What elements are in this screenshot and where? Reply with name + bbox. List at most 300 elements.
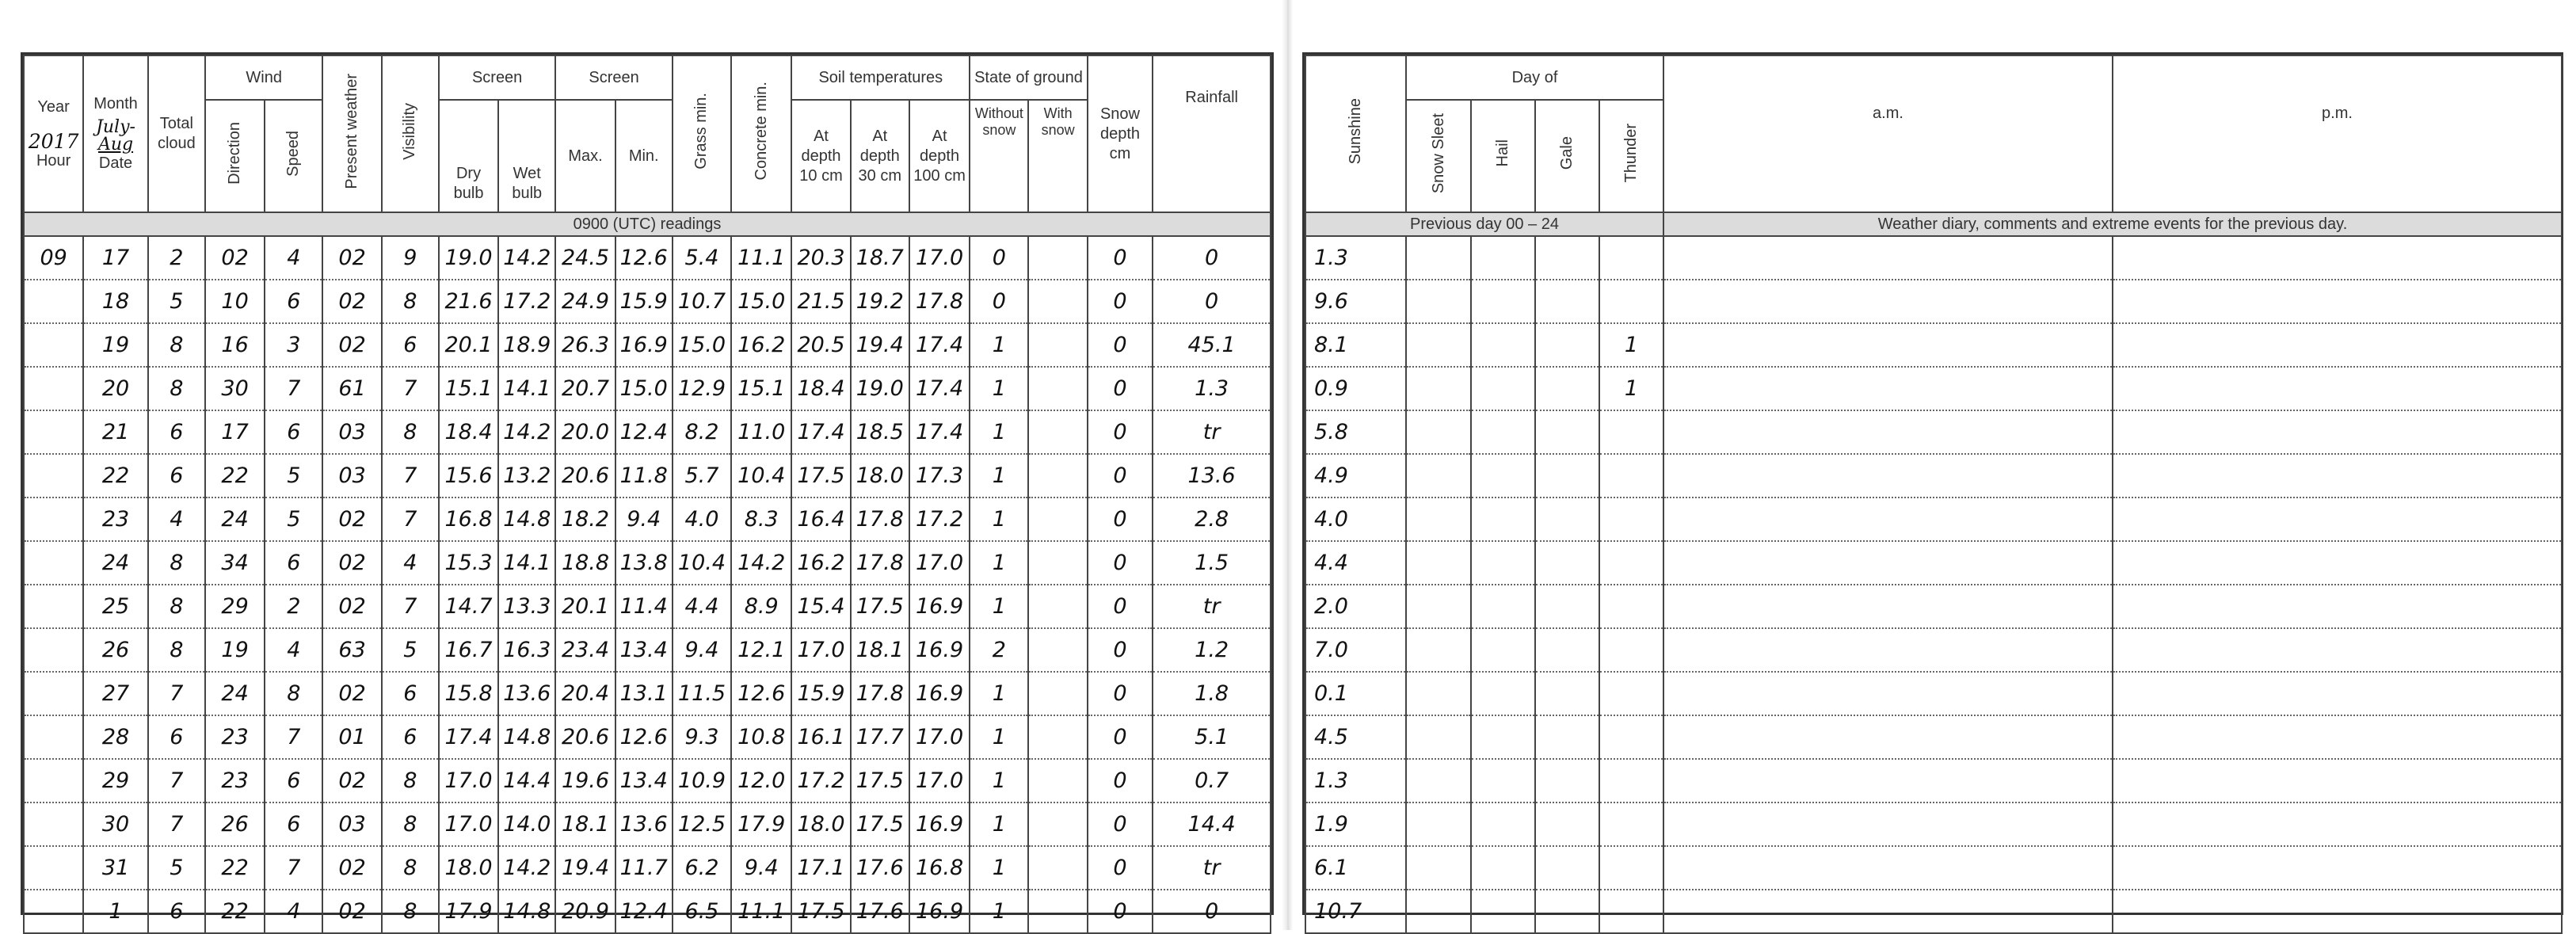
cell-with-snow — [1028, 497, 1087, 541]
cell-snow: 0 — [1088, 236, 1153, 280]
cell-thunder: 1 — [1599, 323, 1663, 367]
cell-d30: 18.1 — [851, 628, 909, 672]
cell-hour — [24, 846, 83, 890]
cell-thunder — [1599, 890, 1663, 933]
cell-sun: 1.9 — [1305, 802, 1406, 846]
cell-hour — [24, 454, 83, 497]
cell-d100: 17.8 — [909, 280, 970, 323]
cell-dry: 18.4 — [439, 410, 498, 454]
cell-with-snow — [1028, 585, 1087, 628]
cell-d30: 17.5 — [851, 585, 909, 628]
cell-without-snow: 1 — [970, 323, 1028, 367]
cell-sun: 4.5 — [1305, 715, 1406, 759]
cell-pm — [2113, 367, 2562, 410]
diary-row — [1305, 890, 2562, 933]
cell-dir: 19 — [205, 628, 265, 672]
cell-speed: 6 — [265, 280, 322, 323]
cell-hour — [24, 410, 83, 454]
cell-am — [1663, 454, 2113, 497]
cell-hour — [24, 759, 83, 802]
readings-row — [24, 323, 1271, 367]
cell-grass: 4.4 — [673, 585, 731, 628]
cell-wet: 14.2 — [498, 236, 555, 280]
cell-d10: 17.5 — [791, 454, 850, 497]
cell-max: 20.9 — [555, 890, 615, 933]
depth-30cm-header: At depth 30 cm — [851, 100, 909, 212]
cell-d100: 16.9 — [909, 802, 970, 846]
max-header: Max. — [555, 100, 615, 212]
cell-d100: 17.4 — [909, 323, 970, 367]
cell-d30: 19.2 — [851, 280, 909, 323]
cell-snow-sleet — [1406, 323, 1471, 367]
cell-snow: 0 — [1088, 890, 1153, 933]
diary-row — [1305, 280, 2562, 323]
cell-cloud: 8 — [148, 541, 205, 585]
cell-with-snow — [1028, 541, 1087, 585]
cell-dir: 10 — [205, 280, 265, 323]
thunder-header: Thunder — [1599, 100, 1663, 212]
cell-grass: 12.5 — [673, 802, 731, 846]
book-spine — [1282, 0, 1293, 930]
cell-date: 1 — [83, 890, 147, 933]
cell-cloud: 8 — [148, 585, 205, 628]
cell-d30: 18.7 — [851, 236, 909, 280]
cell-without-snow: 1 — [970, 410, 1028, 454]
snow-depth-header: Snow depth cm — [1088, 55, 1153, 212]
cell-with-snow — [1028, 802, 1087, 846]
cell-snow: 0 — [1088, 323, 1153, 367]
cell-snow: 0 — [1088, 497, 1153, 541]
cell-hour — [24, 323, 83, 367]
soil-temperatures-header: Soil temperatures — [791, 55, 970, 100]
cell-pm — [2113, 890, 2562, 933]
cell-wet: 16.3 — [498, 628, 555, 672]
cell-snow: 0 — [1088, 759, 1153, 802]
cell-concrete: 16.2 — [731, 323, 791, 367]
cell-date: 30 — [83, 802, 147, 846]
cell-vis: 6 — [382, 715, 439, 759]
cell-d30: 17.8 — [851, 541, 909, 585]
cell-dir: 24 — [205, 497, 265, 541]
cell-grass: 15.0 — [673, 323, 731, 367]
cell-d10: 21.5 — [791, 280, 850, 323]
cell-wet: 18.9 — [498, 323, 555, 367]
previous-day-band: Previous day 00 – 24 — [1305, 212, 1663, 236]
cell-d30: 17.8 — [851, 672, 909, 715]
cell-am — [1663, 846, 2113, 890]
cell-d10: 17.5 — [791, 890, 850, 933]
cell-min: 16.9 — [615, 323, 673, 367]
cell-sun: 8.1 — [1305, 323, 1406, 367]
cell-pw: 02 — [322, 236, 381, 280]
cell-d10: 17.0 — [791, 628, 850, 672]
hail-header: Hail — [1471, 100, 1535, 212]
cell-hail — [1471, 672, 1535, 715]
cell-gale — [1535, 454, 1599, 497]
cell-date: 24 — [83, 541, 147, 585]
cell-min: 15.9 — [615, 280, 673, 323]
cell-vis: 8 — [382, 802, 439, 846]
cell-d30: 19.4 — [851, 323, 909, 367]
cell-hail — [1471, 585, 1535, 628]
cell-without-snow: 1 — [970, 846, 1028, 890]
cell-speed: 5 — [265, 497, 322, 541]
cell-sun: 6.1 — [1305, 846, 1406, 890]
readings-row — [24, 410, 1271, 454]
cell-hour — [24, 890, 83, 933]
cell-hour: 09 — [24, 236, 83, 280]
cell-concrete: 15.1 — [731, 367, 791, 410]
cell-with-snow — [1028, 846, 1087, 890]
cell-hail — [1471, 323, 1535, 367]
cell-date: 31 — [83, 846, 147, 890]
cell-max: 20.4 — [555, 672, 615, 715]
cell-rain: 14.4 — [1153, 802, 1271, 846]
cell-max: 18.8 — [555, 541, 615, 585]
cell-d30: 17.7 — [851, 715, 909, 759]
cell-min: 12.6 — [615, 236, 673, 280]
cell-max: 20.0 — [555, 410, 615, 454]
cell-speed: 4 — [265, 628, 322, 672]
month-date-header: Month July- Aug Date — [83, 55, 147, 212]
cell-pm — [2113, 236, 2562, 280]
cell-with-snow — [1028, 454, 1087, 497]
cell-with-snow — [1028, 715, 1087, 759]
cell-am — [1663, 236, 2113, 280]
cell-vis: 7 — [382, 497, 439, 541]
cell-cloud: 7 — [148, 802, 205, 846]
cell-pw: 02 — [322, 323, 381, 367]
cell-max: 23.4 — [555, 628, 615, 672]
cell-d10: 18.4 — [791, 367, 850, 410]
readings-row — [24, 280, 1271, 323]
diary-row — [1305, 323, 2562, 367]
cell-gale — [1535, 802, 1599, 846]
cell-cloud: 8 — [148, 323, 205, 367]
cell-concrete: 12.6 — [731, 672, 791, 715]
cell-hour — [24, 672, 83, 715]
cell-d100: 16.9 — [909, 628, 970, 672]
cell-gale — [1535, 280, 1599, 323]
cell-d30: 19.0 — [851, 367, 909, 410]
cell-gale — [1535, 410, 1599, 454]
cell-hail — [1471, 454, 1535, 497]
cell-sun: 4.9 — [1305, 454, 1406, 497]
cell-snow-sleet — [1406, 759, 1471, 802]
cell-grass: 12.9 — [673, 367, 731, 410]
cell-dir: 24 — [205, 672, 265, 715]
cell-gale — [1535, 672, 1599, 715]
cell-dry: 15.3 — [439, 541, 498, 585]
cell-cloud: 8 — [148, 367, 205, 410]
diary-row — [1305, 236, 2562, 280]
cell-with-snow — [1028, 628, 1087, 672]
cell-d100: 16.9 — [909, 890, 970, 933]
cell-sun: 9.6 — [1305, 280, 1406, 323]
cell-pm — [2113, 410, 2562, 454]
cell-speed: 6 — [265, 759, 322, 802]
cell-rain: 0 — [1153, 280, 1271, 323]
am-header: a.m. — [1663, 55, 2113, 212]
cell-snow-sleet — [1406, 890, 1471, 933]
cell-with-snow — [1028, 672, 1087, 715]
diary-row — [1305, 497, 2562, 541]
cell-dir: 23 — [205, 715, 265, 759]
cell-wet: 14.0 — [498, 802, 555, 846]
cell-speed: 4 — [265, 890, 322, 933]
cell-am — [1663, 410, 2113, 454]
cell-concrete: 8.9 — [731, 585, 791, 628]
cell-thunder — [1599, 628, 1663, 672]
cell-pw: 63 — [322, 628, 381, 672]
cell-am — [1663, 541, 2113, 585]
cell-sun: 5.8 — [1305, 410, 1406, 454]
rainfall-header: Rainfall — [1153, 55, 1271, 212]
cell-pm — [2113, 846, 2562, 890]
cell-rain: 13.6 — [1153, 454, 1271, 497]
cell-date: 23 — [83, 497, 147, 541]
cell-date: 29 — [83, 759, 147, 802]
state-of-ground-header: State of ground — [970, 55, 1088, 100]
cell-sun: 0.9 — [1305, 367, 1406, 410]
cell-thunder: 1 — [1599, 367, 1663, 410]
cell-rain: tr — [1153, 585, 1271, 628]
cell-thunder — [1599, 410, 1663, 454]
cell-d10: 15.4 — [791, 585, 850, 628]
readings-row — [24, 846, 1271, 890]
cell-concrete: 11.0 — [731, 410, 791, 454]
cell-speed: 2 — [265, 585, 322, 628]
readings-band: 0900 (UTC) readings — [24, 212, 1271, 236]
cell-pw: 03 — [322, 410, 381, 454]
cell-without-snow: 1 — [970, 890, 1028, 933]
cell-cloud: 6 — [148, 890, 205, 933]
cell-hail — [1471, 236, 1535, 280]
cell-without-snow: 2 — [970, 628, 1028, 672]
cell-concrete: 14.2 — [731, 541, 791, 585]
cell-snow: 0 — [1088, 410, 1153, 454]
cell-hail — [1471, 890, 1535, 933]
cell-gale — [1535, 890, 1599, 933]
diary-row — [1305, 541, 2562, 585]
readings-row — [24, 672, 1271, 715]
cell-snow-sleet — [1406, 715, 1471, 759]
cell-thunder — [1599, 454, 1663, 497]
cell-snow-sleet — [1406, 410, 1471, 454]
cell-d30: 17.5 — [851, 759, 909, 802]
cell-d100: 16.9 — [909, 585, 970, 628]
cell-am — [1663, 715, 2113, 759]
cell-rain: 2.8 — [1153, 497, 1271, 541]
cell-d30: 17.6 — [851, 890, 909, 933]
cell-pw: 02 — [322, 497, 381, 541]
cell-wet: 13.2 — [498, 454, 555, 497]
sunshine-header: Sunshine — [1305, 55, 1406, 212]
cell-hour — [24, 367, 83, 410]
cell-date: 25 — [83, 585, 147, 628]
cell-wet: 14.2 — [498, 846, 555, 890]
cell-gale — [1535, 541, 1599, 585]
cell-thunder — [1599, 759, 1663, 802]
cell-snow-sleet — [1406, 236, 1471, 280]
readings-row — [24, 497, 1271, 541]
cell-sun: 4.4 — [1305, 541, 1406, 585]
cell-dir: 22 — [205, 846, 265, 890]
cell-thunder — [1599, 802, 1663, 846]
cell-concrete: 10.8 — [731, 715, 791, 759]
cell-pm — [2113, 759, 2562, 802]
cell-rain: 1.3 — [1153, 367, 1271, 410]
cell-max: 20.7 — [555, 367, 615, 410]
cell-vis: 8 — [382, 410, 439, 454]
cell-hail — [1471, 367, 1535, 410]
cell-snow-sleet — [1406, 367, 1471, 410]
diary-row — [1305, 585, 2562, 628]
diary-row — [1305, 628, 2562, 672]
cell-pm — [2113, 497, 2562, 541]
cell-date: 26 — [83, 628, 147, 672]
cell-pw: 03 — [322, 802, 381, 846]
cell-with-snow — [1028, 323, 1087, 367]
cell-d10: 20.3 — [791, 236, 850, 280]
cell-grass: 9.4 — [673, 628, 731, 672]
cell-dry: 15.8 — [439, 672, 498, 715]
cell-speed: 7 — [265, 846, 322, 890]
cell-concrete: 12.0 — [731, 759, 791, 802]
readings-row — [24, 367, 1271, 410]
cell-snow: 0 — [1088, 672, 1153, 715]
cell-grass: 5.4 — [673, 236, 731, 280]
cell-snow-sleet — [1406, 628, 1471, 672]
cell-d10: 18.0 — [791, 802, 850, 846]
readings-row — [24, 628, 1271, 672]
cell-snow-sleet — [1406, 541, 1471, 585]
cell-sun: 1.3 — [1305, 759, 1406, 802]
cell-min: 13.1 — [615, 672, 673, 715]
cell-max: 26.3 — [555, 323, 615, 367]
cell-vis: 5 — [382, 628, 439, 672]
cell-gale — [1535, 497, 1599, 541]
cell-without-snow: 1 — [970, 585, 1028, 628]
cell-speed: 6 — [265, 541, 322, 585]
cell-cloud: 5 — [148, 846, 205, 890]
cell-wet: 14.4 — [498, 759, 555, 802]
cell-cloud: 7 — [148, 759, 205, 802]
cell-pm — [2113, 323, 2562, 367]
cell-vis: 9 — [382, 236, 439, 280]
cell-vis: 8 — [382, 846, 439, 890]
cell-vis: 7 — [382, 585, 439, 628]
cell-pw: 02 — [322, 846, 381, 890]
diary-table — [1305, 55, 2563, 934]
cell-speed: 6 — [265, 410, 322, 454]
gale-header: Gale — [1535, 100, 1599, 212]
cell-rain: tr — [1153, 410, 1271, 454]
cell-snow-sleet — [1406, 280, 1471, 323]
cell-grass: 10.9 — [673, 759, 731, 802]
cell-pm — [2113, 585, 2562, 628]
cell-max: 20.1 — [555, 585, 615, 628]
cell-am — [1663, 323, 2113, 367]
cell-rain: 45.1 — [1153, 323, 1271, 367]
cell-d100: 17.2 — [909, 497, 970, 541]
cell-d10: 16.4 — [791, 497, 850, 541]
cell-cloud: 8 — [148, 628, 205, 672]
cell-pw: 02 — [322, 541, 381, 585]
cell-snow-sleet — [1406, 497, 1471, 541]
cell-vis: 8 — [382, 759, 439, 802]
cell-snow-sleet — [1406, 846, 1471, 890]
cell-am — [1663, 672, 2113, 715]
cell-date: 17 — [83, 236, 147, 280]
cell-vis: 6 — [382, 672, 439, 715]
pm-header: p.m. — [2113, 55, 2562, 212]
screen-maxmin-header: Screen — [555, 55, 672, 100]
cell-vis: 7 — [382, 454, 439, 497]
cell-cloud: 6 — [148, 410, 205, 454]
visibility-header: Visibility — [382, 55, 439, 212]
cell-dry: 15.6 — [439, 454, 498, 497]
cell-without-snow: 1 — [970, 367, 1028, 410]
cell-hail — [1471, 628, 1535, 672]
cell-min: 9.4 — [615, 497, 673, 541]
cell-speed: 7 — [265, 715, 322, 759]
cell-wet: 14.1 — [498, 367, 555, 410]
cell-dry: 20.1 — [439, 323, 498, 367]
cell-speed: 5 — [265, 454, 322, 497]
cell-dir: 34 — [205, 541, 265, 585]
cell-min: 13.4 — [615, 759, 673, 802]
cell-speed: 4 — [265, 236, 322, 280]
cell-dir: 26 — [205, 802, 265, 846]
cell-dir: 30 — [205, 367, 265, 410]
cell-hail — [1471, 541, 1535, 585]
without-snow-header: Without snow — [970, 100, 1028, 212]
cell-date: 22 — [83, 454, 147, 497]
weather-diary-band: Weather diary, comments and extreme events for the previous day. — [1663, 212, 2562, 236]
cell-wet: 14.2 — [498, 410, 555, 454]
diary-row — [1305, 759, 2562, 802]
cell-d10: 17.2 — [791, 759, 850, 802]
readings-row — [24, 236, 1271, 280]
day-of-header: Day of — [1406, 55, 1663, 100]
cell-dry: 16.7 — [439, 628, 498, 672]
cell-concrete: 10.4 — [731, 454, 791, 497]
cell-d10: 20.5 — [791, 323, 850, 367]
cell-without-snow: 1 — [970, 672, 1028, 715]
cell-d10: 15.9 — [791, 672, 850, 715]
cell-wet: 13.3 — [498, 585, 555, 628]
cell-snow: 0 — [1088, 280, 1153, 323]
cell-am — [1663, 802, 2113, 846]
cell-sun: 2.0 — [1305, 585, 1406, 628]
cell-d30: 17.5 — [851, 802, 909, 846]
cell-thunder — [1599, 672, 1663, 715]
cell-speed: 3 — [265, 323, 322, 367]
cell-thunder — [1599, 541, 1663, 585]
cell-gale — [1535, 715, 1599, 759]
cell-hour — [24, 628, 83, 672]
cell-snow: 0 — [1088, 846, 1153, 890]
wind-header: Wind — [205, 55, 323, 100]
cell-gale — [1535, 846, 1599, 890]
cell-pw: 02 — [322, 585, 381, 628]
cell-thunder — [1599, 280, 1663, 323]
cell-hour — [24, 497, 83, 541]
cell-snow: 0 — [1088, 541, 1153, 585]
cell-cloud: 6 — [148, 715, 205, 759]
cell-min: 11.7 — [615, 846, 673, 890]
